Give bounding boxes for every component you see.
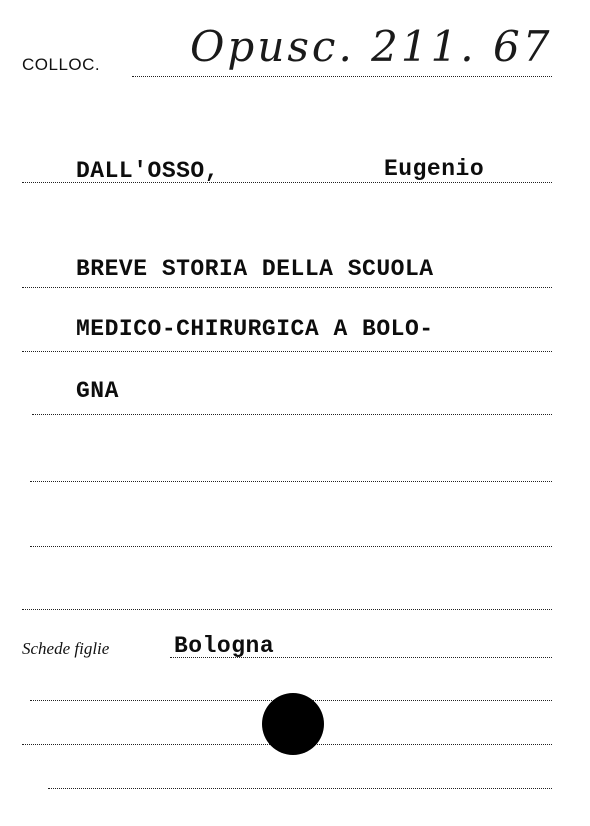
collocation-line bbox=[132, 76, 552, 77]
title-line-2-rule bbox=[22, 351, 552, 352]
author-surname: DALL'OSSO, bbox=[76, 158, 220, 184]
collocation-value: Opusc. 211. 67 bbox=[190, 22, 553, 71]
child-cards-label: Schede figlie bbox=[22, 639, 110, 658]
lower-line-3 bbox=[48, 788, 552, 789]
title-line-3-rule bbox=[32, 414, 552, 415]
author-name: Eugenio bbox=[384, 156, 485, 182]
title-line-2: MEDICO-CHIRURGICA A BOLO- bbox=[76, 316, 434, 342]
title-line-3: GNA bbox=[76, 378, 119, 404]
punch-hole bbox=[262, 693, 324, 755]
title-line-1-rule bbox=[22, 287, 552, 288]
child-cards-value: Bologna bbox=[174, 633, 275, 659]
blank-line-1 bbox=[30, 481, 552, 482]
blank-line-3 bbox=[22, 609, 552, 610]
title-line-1: BREVE STORIA DELLA SCUOLA bbox=[76, 256, 434, 282]
blank-line-2 bbox=[30, 546, 552, 547]
collocation-label: COLLOC. bbox=[22, 55, 101, 74]
